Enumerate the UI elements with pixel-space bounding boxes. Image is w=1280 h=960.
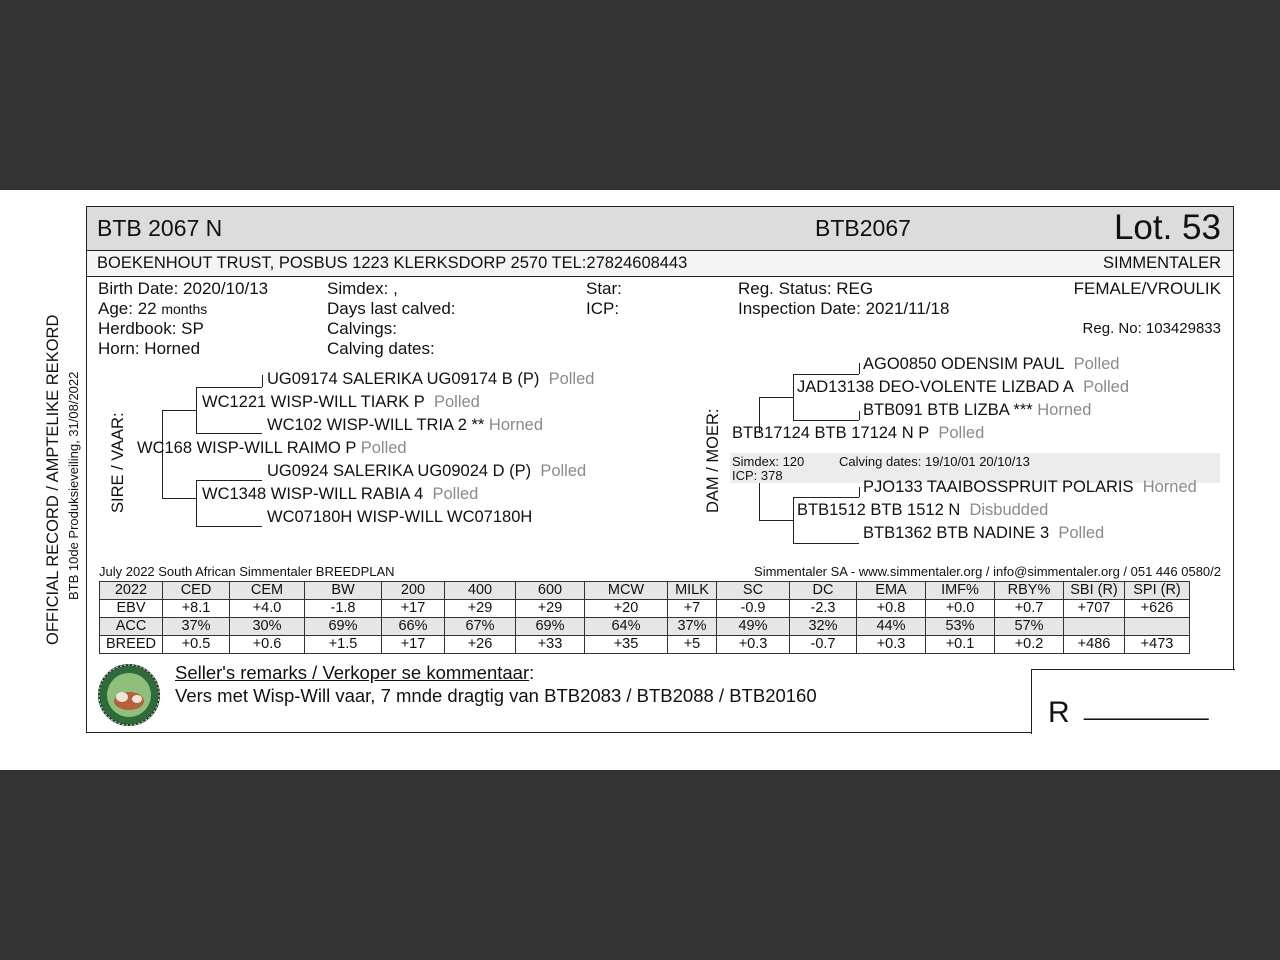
dam-gs: [797, 378, 1129, 397]
ebv-cell: -0.9: [717, 600, 790, 618]
price-line[interactable]: __________: [1084, 694, 1208, 721]
ebv-cell: +0.7: [995, 600, 1064, 618]
ebv-cell: +17: [382, 600, 445, 618]
dam-line: [793, 497, 794, 543]
dam-line: [859, 487, 860, 497]
remarks-title-text: Seller's remarks / Verkoper se kommentaar: [175, 662, 530, 683]
sire-horn: Polled: [360, 439, 407, 457]
ebv-cell: +0.3: [717, 636, 790, 654]
ebv-cell: +7: [668, 600, 717, 618]
ebv-header-cell: SBI (R): [1064, 582, 1125, 600]
animal-code: BTB2067: [815, 215, 911, 241]
ebv-cell: +35: [585, 636, 668, 654]
calving-dates: Calving dates:: [327, 339, 435, 358]
dam-gd-horn: Disbudded: [969, 501, 1049, 519]
ebv-header-row: [100, 582, 1190, 600]
record-box: [86, 206, 1234, 733]
ebv-header-cell: MILK: [668, 582, 717, 600]
ebv-header-cell: CED: [163, 582, 230, 600]
dam-label-text: DAM / MOER:: [704, 408, 722, 513]
ebv-header-cell: SPI (R): [1125, 582, 1190, 600]
price-currency: R: [1048, 696, 1070, 729]
sire-line: [162, 498, 196, 499]
ebv-cell: +4.0: [230, 600, 305, 618]
reg-number: Reg. No: 103429833: [1082, 320, 1221, 337]
dam-gs-horn: Polled: [1083, 378, 1129, 396]
simdex: Simdex: ,: [327, 279, 398, 298]
ebv-cell: 69%: [516, 618, 585, 636]
inspection-date: Inspection Date: 2021/11/18: [738, 299, 950, 318]
dam-name: BTB17124 BTB 17124 N P: [732, 424, 930, 442]
ebv-cell: BREED: [100, 636, 163, 654]
ebv-row-ebv: [100, 600, 1190, 618]
ebv-cell: 32%: [790, 618, 857, 636]
sire-gs1: [202, 393, 480, 412]
official-record-card: [0, 190, 1280, 770]
sire-gs1-sire-name: UG09174 SALERIKA UG09174 B (P): [267, 370, 540, 388]
dam-gs-sire: [863, 355, 1119, 374]
dam-gs-sire-name: AGO0850 ODENSIM PAUL: [863, 355, 1065, 373]
ebv-cell: +0.0: [926, 600, 995, 618]
ebv-cell: +5: [668, 636, 717, 654]
sire-gs1-horn: Polled: [433, 393, 480, 411]
age-unit: months: [161, 301, 208, 317]
sire-gs1-dam: [267, 416, 543, 435]
sex: FEMALE/VROULIK: [1073, 279, 1221, 298]
animal-name: BTB 2067 N: [97, 215, 223, 241]
dam-gd-dam-name: BTB1362 BTB NADINE 3: [863, 524, 1050, 542]
sire-gs1-sire-horn: Polled: [548, 370, 595, 388]
icp: ICP:: [586, 299, 620, 318]
ebv-header-cell: DC: [790, 582, 857, 600]
sire-line: [196, 480, 262, 481]
dam-line: [859, 363, 860, 374]
header-bar: [87, 207, 1233, 251]
official-record-side-label: [44, 315, 63, 645]
star: Star:: [586, 279, 622, 298]
remarks-text: Vers met Wisp-Will vaar, 7 mnde dragtig van BTB2083 / BTB2088 / BTB20160: [175, 685, 817, 706]
days-last-calved: Days last calved:: [327, 299, 456, 318]
sire-line: [196, 387, 262, 388]
dam-gs-dam-horn: Horned: [1037, 401, 1092, 419]
dam-line: [793, 374, 859, 375]
ebv-cell: 57%: [995, 618, 1064, 636]
logo-emblem-icon: [97, 663, 161, 727]
ebv-cell: +26: [445, 636, 516, 654]
sire-line: [196, 387, 197, 433]
side-line1: OFFICIAL RECORD / AMPTELIKE REKORD: [44, 314, 62, 645]
ebv-cell: [1125, 618, 1190, 636]
dam-line: [793, 374, 794, 420]
sire-line: [196, 433, 262, 434]
dam-line: [793, 420, 859, 421]
sire: [137, 439, 407, 458]
sire-gd1: [202, 485, 478, 504]
ebv-header-cell: RBY%: [995, 582, 1064, 600]
ebv-cell: +17: [382, 636, 445, 654]
ebv-cell: +33: [516, 636, 585, 654]
ebv-cell: -2.3: [790, 600, 857, 618]
ebv-header-cell: IMF%: [926, 582, 995, 600]
ebv-cell: +29: [445, 600, 516, 618]
ebv-header-cell: 400: [445, 582, 516, 600]
breedplan-title: July 2022 South African Simmentaler BREEDPLAN: [99, 564, 395, 579]
sire-label-text: SIRE / VAAR:: [109, 412, 127, 513]
dam-calving-dates: Calving dates: 19/10/01 20/10/13: [839, 454, 1030, 469]
ebv-header-cell: EMA: [857, 582, 926, 600]
dam-line: [759, 397, 793, 398]
sire-gs1-dam-name: WC102 WISP-WILL TRIA 2 **: [267, 416, 485, 434]
side-line2: BTB 10de Produksieveiling, 31/08/2022: [66, 371, 81, 600]
dam-line: [859, 411, 860, 420]
ebv-header-cell: BW: [305, 582, 382, 600]
dam-gs-sire-horn: Polled: [1073, 355, 1120, 373]
ebv-cell: +473: [1125, 636, 1190, 654]
sire-gd1-horn: Polled: [432, 485, 479, 503]
ebv-row-breed: [100, 636, 1190, 654]
birth-date: Birth Date: 2020/10/13: [98, 279, 269, 298]
ebv-header-cell: 600: [516, 582, 585, 600]
ebv-cell: +0.6: [230, 636, 305, 654]
sire-gd1-sire: [267, 462, 586, 481]
dam: [732, 424, 984, 443]
sire-gd1-dam-name: WC07180H WISP-WILL WC07180H: [267, 508, 533, 526]
sire-line: [162, 410, 196, 411]
dam-gd-sire-name: PJO133 TAAIBOSSPRUIT POLARIS: [863, 478, 1134, 496]
ebv-cell: +29: [516, 600, 585, 618]
remarks-title: [175, 662, 534, 684]
dam-simdex: Simdex: 120: [732, 454, 805, 469]
ebv-cell: +486: [1064, 636, 1125, 654]
breedplan-contact: Simmentaler SA - www.simmentaler.org / info@simmentaler.org / 051 446 0580/2: [754, 564, 1221, 579]
ebv-header-cell: CEM: [230, 582, 305, 600]
owner-bar: [87, 251, 1233, 277]
age: [98, 299, 207, 319]
ebv-cell: 37%: [668, 618, 717, 636]
ebv-cell: ACC: [100, 618, 163, 636]
dam-icp: ICP: 378: [732, 468, 783, 483]
ebv-cell: +20: [585, 600, 668, 618]
owner-address: BOEKENHOUT TRUST, POSBUS 1223 KLERKSDORP 2570 TEL:27824608443: [97, 254, 688, 272]
sire-gd1-dam: [267, 508, 532, 527]
sire-gd1-sire-name: UG0924 SALERIKA UG09024 D (P): [267, 462, 532, 480]
remarks-colon: :: [529, 662, 535, 683]
ebv-cell: +8.1: [163, 600, 230, 618]
dam-gs-dam-name: BTB091 BTB LIZBA ***: [863, 401, 1033, 419]
sire-line: [262, 375, 263, 387]
calvings: Calvings:: [327, 319, 397, 338]
herdbook: Herdbook: SP: [98, 319, 204, 338]
ebv-cell: 69%: [305, 618, 382, 636]
ebv-header-cell: MCW: [585, 582, 668, 600]
lot-number: Lot. 53: [1113, 208, 1221, 247]
ebv-header-cell: SC: [717, 582, 790, 600]
ebv-cell: +1.5: [305, 636, 382, 654]
sire-line: [196, 480, 197, 526]
dam-line: [793, 543, 859, 544]
ebv-row-acc: [100, 618, 1190, 636]
ebv-header-cell: 2022: [100, 582, 163, 600]
ebv-cell: 67%: [445, 618, 516, 636]
ebv-cell: -1.8: [305, 600, 382, 618]
ebv-cell: 49%: [717, 618, 790, 636]
ebv-cell: 37%: [163, 618, 230, 636]
dam-gd-sire: [863, 478, 1197, 497]
ebv-cell: +0.8: [857, 600, 926, 618]
dam-gd: [797, 501, 1048, 520]
sire-gd1-name: WC1348 WISP-WILL RABIA 4: [202, 485, 424, 503]
ebv-cell: +707: [1064, 600, 1125, 618]
ebv-cell: [1064, 618, 1125, 636]
sire-gd1-sire-horn: Polled: [540, 462, 587, 480]
simmentaler-logo: [97, 663, 161, 727]
ebv-cell: 66%: [382, 618, 445, 636]
sale-side-label: [66, 372, 81, 600]
sire-line: [162, 458, 163, 498]
ebv-header-cell: 200: [382, 582, 445, 600]
dam-gd-name: BTB1512 BTB 1512 N: [797, 501, 961, 519]
ebv-cell: +0.5: [163, 636, 230, 654]
sire-label: [109, 412, 128, 513]
ebv-cell: +0.1: [926, 636, 995, 654]
sire-line: [196, 526, 262, 527]
price-box: [1031, 669, 1235, 734]
ebv-cell: +0.3: [857, 636, 926, 654]
age-value: Age: 22: [98, 299, 157, 318]
ebv-cell: -0.7: [790, 636, 857, 654]
dam-gd-dam-horn: Polled: [1058, 524, 1105, 542]
sire-gs1-dam-horn: Horned: [488, 416, 544, 434]
sire-gs1-name: WC1221 WISP-WILL TIARK P: [202, 393, 425, 411]
dam-line: [793, 497, 859, 498]
dam-gs-name: JAD13138 DEO-VOLENTE LIZBAD A: [797, 378, 1074, 396]
dam-horn: Polled: [938, 424, 985, 442]
dam-line: [759, 520, 793, 521]
sire-name: WC168 WISP-WILL RAIMO P: [137, 439, 357, 457]
dam-gd-sire-horn: Horned: [1142, 478, 1197, 496]
ebv-cell: +626: [1125, 600, 1190, 618]
dam-label: [704, 408, 723, 513]
ebv-table: [99, 581, 1190, 654]
ebv-cell: +0.2: [995, 636, 1064, 654]
ebv-cell: EBV: [100, 600, 163, 618]
sire-gs1-sire: [267, 370, 594, 389]
dam-line: [759, 482, 760, 520]
horn-status: Horn: Horned: [98, 339, 201, 358]
reg-status: Reg. Status: REG: [738, 279, 874, 298]
dam-gd-dam: [863, 524, 1104, 543]
ebv-cell: 53%: [926, 618, 995, 636]
ebv-cell: 44%: [857, 618, 926, 636]
ebv-cell: 64%: [585, 618, 668, 636]
dam-gs-dam: [863, 401, 1091, 420]
ebv-cell: 30%: [230, 618, 305, 636]
breed-name: SIMMENTALER: [1103, 254, 1221, 272]
